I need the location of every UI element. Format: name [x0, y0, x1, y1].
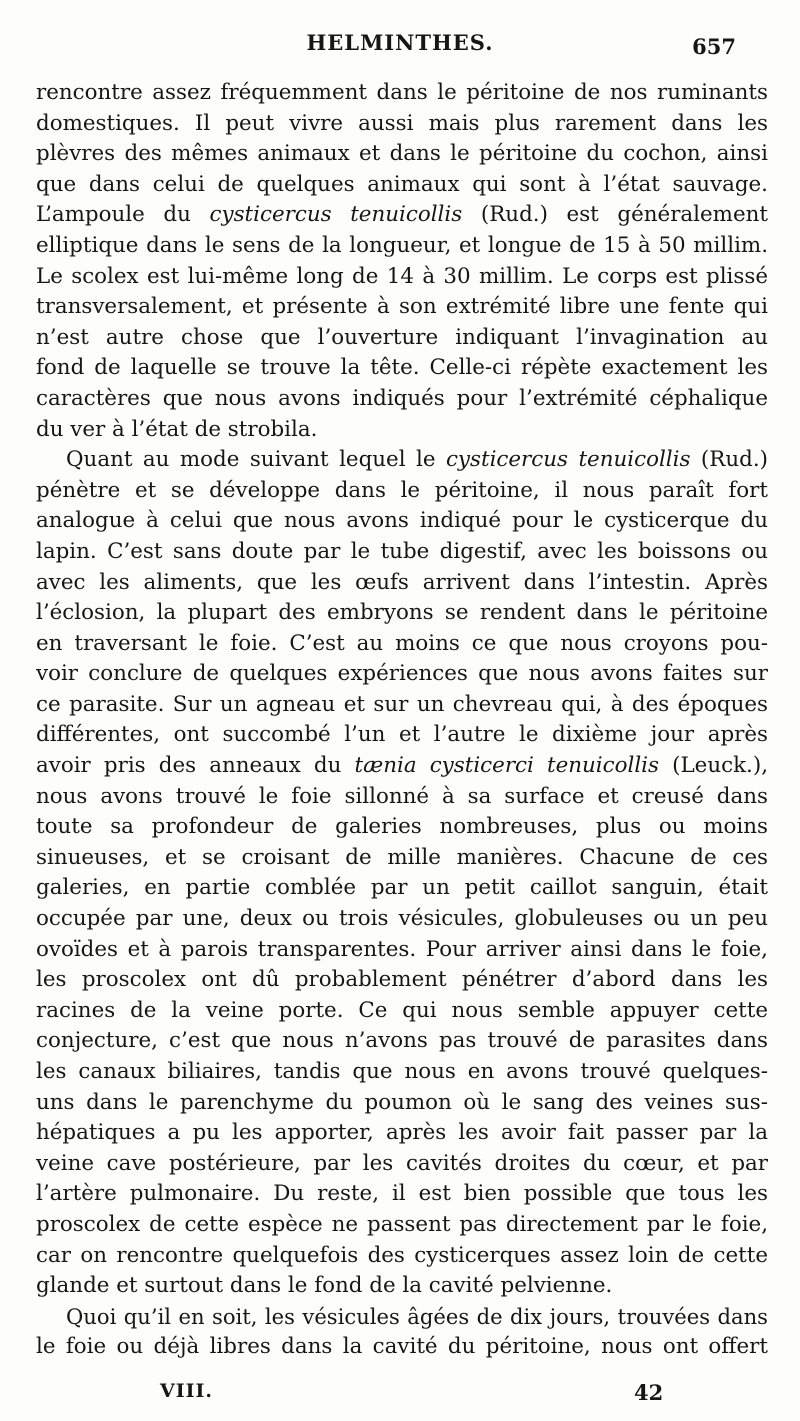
sheet-number: 42 [634, 1380, 664, 1405]
text-line [36, 690, 768, 721]
text-segment: le foie ou déjà libres dans la cavité du péritoine, nous ont offert [36, 1334, 768, 1360]
text-segment: différentes, ont succombé l’un et l’autre le dixième jour après [36, 722, 768, 748]
text-line [36, 751, 768, 782]
text-line [36, 1271, 768, 1302]
text-segment: rencontre assez fréquemment dans le péritoine de nos ruminants [36, 80, 768, 105]
text-line [36, 812, 768, 843]
text-line [36, 353, 768, 384]
text-segment: avec les aliments, que les œufs arrivent dans l’intestin. Après [36, 569, 768, 595]
text-line [36, 109, 768, 140]
text-segment: sinueuses, et se croisant de mille manières. Chacune de ces [36, 844, 768, 870]
text-segment: car on rencontre quelquefois des cysticerques assez loin de cette [36, 1242, 768, 1268]
text-segment: pénètre et se développe dans le péritoine, il nous paraît fort [36, 477, 768, 503]
text-line [36, 445, 768, 476]
text-segment: domestiques. Il peut vivre aussi mais plus rarement dans les [36, 110, 768, 136]
text-segment: Le scolex est lui-même long de 14 à 30 millim. Le corps est plissé [36, 263, 768, 289]
text-segment: glande et surtout dans le fond de la cavité pelvienne. [36, 1273, 613, 1299]
text-segment: galeries, en partie comblée par un petit caillot sanguin, était [36, 875, 768, 901]
text-line [36, 1332, 768, 1363]
text-line [36, 170, 768, 201]
page-footer [0, 1380, 800, 1410]
body-text [36, 78, 768, 1363]
text-segment: racines de la veine porte. Ce qui nous semble appuyer cette [36, 997, 768, 1023]
text-segment: ovoïdes et à parois transparentes. Pour arriver ainsi dans le foie, [36, 936, 768, 962]
text-line [36, 1026, 768, 1057]
text-line [36, 231, 768, 262]
text-line [36, 415, 768, 446]
text-segment: proscolex de cette espèce ne passent pas directement par le foie, [36, 1211, 768, 1237]
text-line [36, 537, 768, 568]
text-line [36, 904, 768, 935]
text-segment: Quoi qu’il en soit, les vésicules âgées de dix jours, trouvées dans [66, 1303, 768, 1329]
text-line [36, 1210, 768, 1241]
text-segment: les canaux biliaires, tandis que nous en avons trouvé quelques- [36, 1059, 768, 1084]
text-line [36, 1057, 768, 1088]
text-line [36, 965, 768, 996]
text-line [36, 629, 768, 660]
text-segment: Quant au mode suivant lequel le [66, 447, 446, 473]
text-segment: l’artère pulmonaire. Du reste, il est bien possible que tous les [36, 1181, 768, 1207]
text-line [36, 996, 768, 1027]
text-segment: L’ampoule du [36, 202, 210, 228]
text-segment: hépatiques a pu les apporter, après les avoir fait passer par la [36, 1120, 768, 1146]
text-segment: que dans celui de quelques animaux qui sont à l’état sauvage. [36, 171, 768, 197]
text-line [36, 873, 768, 904]
text-segment: les proscolex ont dû probablement pénétrer d’abord dans les [36, 967, 768, 993]
text-segment: (Leuck.), [659, 753, 768, 779]
text-segment: avoir pris des anneaux du [36, 753, 355, 779]
text-segment: transversalement, et présente à son extrémité libre une fente qui [36, 294, 768, 320]
text-segment: (Rud.) est généralement [462, 202, 768, 228]
text-line [36, 782, 768, 813]
text-segment: (Rud.) [690, 447, 768, 473]
text-line [36, 200, 768, 231]
text-segment: du ver à l’état de strobila. [36, 416, 318, 442]
text-line [36, 843, 768, 874]
text-line [36, 1302, 768, 1333]
text-segment: ce parasite. Sur un agneau et sur un chevreau qui, à des époques [36, 691, 768, 717]
page-number: 657 [692, 34, 736, 59]
text-line [36, 262, 768, 293]
text-segment: conjecture, c’est que nous n’avons pas trouvé de parasites dans [36, 1028, 768, 1054]
running-title: HELMINTHES. [306, 30, 494, 55]
text-segment: lapin. C’est sans doute par le tube digestif, avec les boissons ou [36, 538, 768, 564]
text-line [36, 935, 768, 966]
text-segment: voir conclure de quelques expériences que nous avons faites sur [36, 661, 768, 687]
text-line [36, 292, 768, 323]
text-segment: occupée par une, deux ou trois vésicules, globuleuses ou un peu [36, 906, 768, 932]
text-segment: toute sa profondeur de galeries nombreuses, plus ou moins [36, 814, 768, 840]
text-segment: plèvres des mêmes animaux et dans le péritoine du cochon, ainsi [36, 141, 768, 167]
text-line [36, 323, 768, 354]
italic-term: tænia cysticerci tenuicollis [354, 753, 659, 779]
text-segment: elliptique dans le sens de la longueur, et longue de 15 à 50 millim. [36, 232, 768, 258]
text-segment: n’est autre chose que l’ouverture indiquant l’invagination au [36, 324, 768, 350]
text-segment: fond de laquelle se trouve la tête. Celle-ci répète exactement les [36, 355, 768, 381]
text-segment: analogue à celui que nous avons indiqué pour le cysticerque du [36, 508, 768, 534]
text-line [36, 476, 768, 507]
text-line [36, 598, 768, 629]
signature-mark: VIII. [160, 1380, 214, 1402]
text-line [36, 1179, 768, 1210]
text-line [36, 1241, 768, 1272]
text-line [36, 568, 768, 599]
text-segment: veine cave postérieure, par les cavités droites du cœur, et par [36, 1150, 768, 1176]
text-segment: caractères que nous avons indiqués pour l’extrémité céphalique [36, 385, 768, 411]
text-line [36, 1088, 768, 1119]
text-line [36, 720, 768, 751]
italic-term: cysticercus tenuicollis [445, 447, 691, 473]
text-segment: uns dans le parenchyme du poumon où le sang des veines sus- [36, 1089, 768, 1115]
text-line [36, 1149, 768, 1180]
text-segment: nous avons trouvé le foie sillonné à sa surface et creusé dans [36, 783, 768, 809]
text-line [36, 506, 768, 537]
text-line [36, 384, 768, 415]
text-segment: en traversant le foie. C’est au moins ce que nous croyons pou- [36, 630, 768, 656]
text-segment: l’éclosion, la plupart des embryons se rendent dans le péritoine [36, 600, 768, 626]
page-header [0, 30, 800, 62]
text-line [36, 1118, 768, 1149]
text-line [36, 139, 768, 170]
text-line [36, 659, 768, 690]
italic-term: cysticercus tenuicollis [209, 202, 463, 228]
text-line [36, 78, 768, 109]
